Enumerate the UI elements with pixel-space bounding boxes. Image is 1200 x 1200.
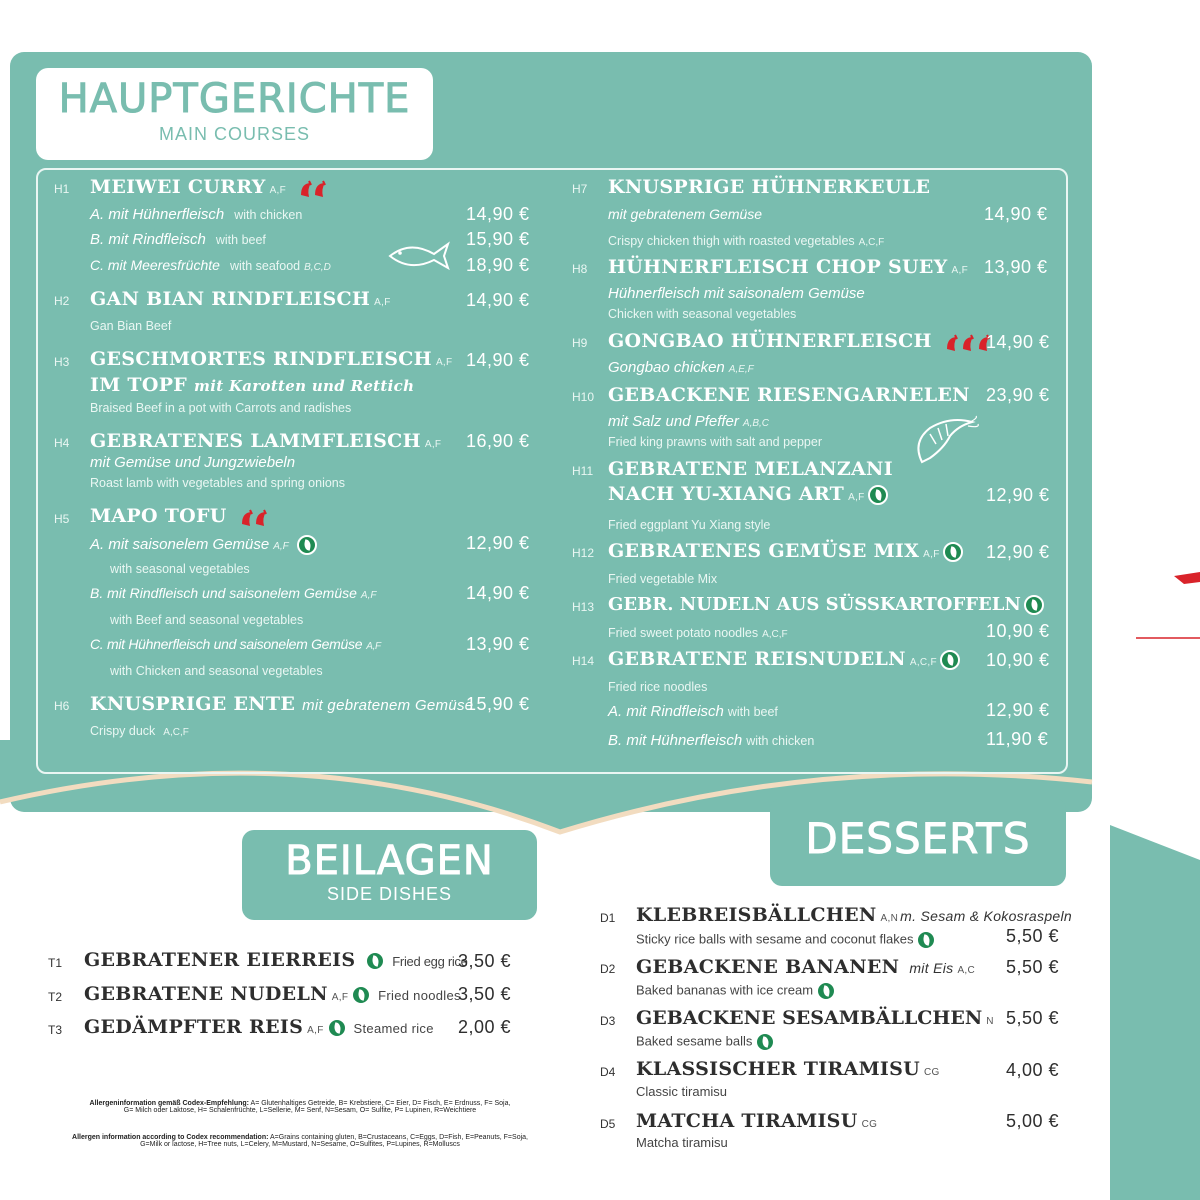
main-courses-subtitle: MAIN COURSES (158, 124, 311, 144)
dish-english: Fried king prawns with salt and pepper (608, 435, 823, 449)
dish-english: Fried sweet potato noodles A,C,F (608, 626, 788, 640)
dish-name: KLASSISCHER TIRAMISU CG (636, 1058, 940, 1080)
dish-english: Classic tiramisu (636, 1084, 728, 1099)
dish-code: H10 (572, 390, 595, 404)
dish-price: 15,90 € (466, 229, 530, 249)
vegetarian-leaf-icon (940, 650, 960, 670)
allergen-info-en: Allergen information according to Codex recommendation: A=Grains containing gluten, B=Crustaceans, C=Eggs, D=Fish, E=Peanuts, F=Soja, G=Milk or lactose, H=Tree nuts, L=Celery, M=Mustard, N=Sesame, O=Sulfites, P=Lupines, R=Molluscs (72, 1134, 528, 1148)
dish-code: H14 (572, 654, 595, 668)
dish-code: H9 (572, 336, 588, 350)
dish-english: Gan Bian Beef (90, 319, 172, 333)
dish-english: Crispy duck A,C,F (90, 724, 189, 738)
dish-name: GEBR. NUDELN AUS SÜSSKARTOFFELN (608, 594, 1044, 615)
dish-price: 13,90 € (466, 634, 530, 654)
dish-price: 16,90 € (466, 431, 530, 451)
shrimp-icon (910, 414, 980, 474)
dish-english: with Beef and seasonal vegetables (110, 613, 304, 627)
main-courses-title-box (36, 68, 433, 160)
dish-code: H3 (54, 355, 70, 369)
allergen-info-de: Allergeninformation gemäß Codex-Empfehlung: A= Glutenhaltiges Getreide, B= Krebstiere, C= Eier, D= Fisch, E= Erdnuss, F= Soja, G= Milch oder Laktose, H= Schalenfrüchte, L=Sellerie, M= Senf, N=Sesam, O= Sulfite, P= Lupinen, R=Weichtiere (89, 1100, 511, 1114)
dish-name: GAN BIAN RINDFLEISCH A,F (90, 288, 391, 310)
vegetarian-leaf-icon (916, 930, 936, 950)
dish-price: 5,50 € (1006, 1008, 1060, 1028)
dish-option: A. mit saisonelem Gemüse A,F (90, 535, 317, 555)
dish-english: Fried rice noodles (608, 680, 708, 694)
dish-code: H8 (572, 262, 588, 276)
dish-price: 10,90 € (986, 621, 1050, 641)
dish-price: 5,00 € (1006, 1111, 1060, 1131)
dish-code: H7 (572, 182, 588, 196)
dish-name: GEBRATENE REISNUDELN A,C,F (608, 648, 960, 670)
dish-name: GEBRATENES GEMÜSE MIX A,F (608, 540, 963, 562)
vegetarian-leaf-icon (943, 542, 963, 562)
dish-name: MATCHA TIRAMISU CG (636, 1110, 878, 1132)
dish-price: 3,50 € (458, 951, 512, 971)
vegetarian-leaf-icon (755, 1032, 775, 1052)
fish-icon (386, 238, 452, 274)
dish-price: 12,90 € (986, 485, 1050, 505)
dish-price: 12,90 € (986, 542, 1050, 562)
dish-code: H2 (54, 294, 70, 308)
dish-price: 14,90 € (984, 204, 1048, 224)
dish-name: GEBACKENE RIESENGARNELEN (608, 384, 970, 406)
dish-price: 23,90 € (986, 385, 1050, 405)
dish-name: GEBACKENE SESAMBÄLLCHEN N (636, 1007, 994, 1029)
dish-code: D5 (600, 1117, 616, 1131)
dish-english: Roast lamb with vegetables and spring onions (90, 476, 346, 490)
dish-english: Chicken with seasonal vegetables (608, 307, 797, 321)
dish-code: D4 (600, 1065, 616, 1079)
dish-price: 18,90 € (466, 255, 530, 275)
vegetarian-leaf-icon (868, 485, 888, 505)
dish-subtitle: Hühnerfleisch mit saisonalem Gemüse (608, 285, 865, 302)
dish-price: 5,50 € (1006, 957, 1060, 977)
dish-code: D2 (600, 962, 616, 976)
chili-icon (297, 177, 331, 199)
dish-name: MEIWEI CURRY A,F (90, 176, 331, 199)
dish-price: 5,50 € (1006, 926, 1060, 946)
dish-name: MAPO TOFU (90, 505, 272, 528)
dish-code: T3 (48, 1023, 63, 1037)
dish-price: 11,90 € (986, 729, 1049, 749)
vegetarian-leaf-icon (297, 535, 317, 555)
dish-price: 14,90 € (466, 583, 530, 603)
dish-code: D1 (600, 911, 616, 925)
dish-code: D3 (600, 1014, 616, 1028)
dish-option: C. mit Hühnerfleisch und saisonelem Gemüse A,F (90, 636, 381, 652)
dish-code: H1 (54, 182, 70, 196)
vegetarian-leaf-icon (365, 951, 385, 971)
dish-price: 15,90 € (466, 694, 530, 714)
dish-price: 10,90 € (986, 650, 1050, 670)
dish-code: H13 (572, 600, 595, 614)
dish-english: Matcha tiramisu (636, 1135, 728, 1150)
dish-english: with Chicken and seasonal vegetables (110, 664, 323, 678)
dish-name: GEBRATENES LAMMFLEISCH A,F (90, 430, 442, 452)
dish-code: H12 (572, 546, 595, 560)
dish-price: 12,90 € (466, 533, 530, 553)
dish-price: 14,90 € (466, 204, 530, 224)
vegetarian-leaf-icon (816, 981, 836, 1001)
dish-option: B. mit Rindfleisch und saisonelem Gemüse A,F (90, 585, 377, 601)
dish-name: GONGBAO HÜHNERFLEISCH (608, 330, 995, 353)
dish-code: H5 (54, 512, 70, 526)
dish-english: Fried eggplant Yu Xiang style (608, 518, 771, 532)
dish-name: KLEBREISBÄLLCHEN A,N m. Sesam & Kokosraspeln (636, 904, 1072, 926)
vegetarian-leaf-icon (351, 985, 371, 1005)
dish-subtitle: mit Salz und Pfeffer A,B,C (608, 413, 770, 430)
dish-option: A. mit Hühnerfleisch with chicken (90, 206, 303, 223)
dish-option: A. mit Rindfleisch with beef (608, 703, 778, 720)
dish-english: Baked bananas with ice cream (636, 981, 836, 1001)
dish-name: GEBACKENE BANANEN mit Eis A,C (636, 956, 976, 978)
dish-code: H11 (572, 464, 594, 478)
dish-english: Baked sesame balls (636, 1032, 775, 1052)
dish-code: H6 (54, 699, 70, 713)
dish-price: 3,50 € (458, 984, 512, 1004)
vegetarian-leaf-icon (1024, 595, 1044, 615)
desserts-title: DESSERTS (805, 814, 1031, 863)
vegetarian-leaf-icon (327, 1018, 347, 1038)
dish-english: Sticky rice balls with sesame and coconut flakes (636, 930, 936, 950)
dish-name: GEBRATENE NUDELN A,F Fried noodles (84, 983, 461, 1005)
dish-name: KNUSPRIGE ENTE mit gebratenem Gemüse (90, 693, 474, 715)
desserts-title-box (770, 798, 1066, 886)
dish-english: Braised Beef in a pot with Carrots and radishes (90, 401, 352, 415)
sides-title-box (242, 830, 537, 920)
dish-subtitle: mit gebratenem Gemüse (608, 206, 763, 222)
main-courses-title: HAUPTGERICHTE (58, 76, 411, 122)
dish-price: 13,90 € (984, 257, 1048, 277)
dish-name: GEBRATENE MELANZANI (608, 458, 893, 480)
dish-name-line2: IM TOPF mit Karotten und Rettich (90, 374, 415, 396)
sides-subtitle: SIDE DISHES (326, 884, 453, 904)
dish-subtitle: Gongbao chicken A,E,F (608, 359, 754, 376)
dish-name: GEDÄMPFTER REIS A,F Steamed rice (84, 1016, 434, 1038)
dish-name-line2: NACH YU-XIANG ART A,F (608, 483, 888, 505)
dish-price: 4,00 € (1006, 1060, 1060, 1080)
dish-price: 12,90 € (986, 700, 1050, 720)
dish-english: Fried vegetable Mix (608, 572, 718, 586)
dish-option: B. mit Rindfleisch with beef (90, 231, 266, 248)
dish-price: 14,90 € (986, 332, 1050, 352)
sides-title: BEILAGEN (285, 838, 494, 884)
dish-name: KNUSPRIGE HÜHNERKEULE (608, 176, 931, 198)
dish-subtitle: mit Gemüse und Jungzwiebeln (90, 454, 296, 471)
dish-name: GEBRATENER EIERREIS Fried egg rice (84, 949, 468, 971)
dish-option: B. mit Hühnerfleisch with chicken (608, 732, 815, 749)
dish-code: T1 (48, 956, 63, 970)
chili-icon (238, 506, 272, 528)
dish-name: HÜHNERFLEISCH CHOP SUEY A,F (608, 256, 968, 278)
dish-english: with seasonal vegetables (110, 562, 250, 576)
dish-code: H4 (54, 436, 70, 450)
dish-price: 14,90 € (466, 290, 530, 310)
dish-price: 2,00 € (458, 1017, 512, 1037)
dish-price: 14,90 € (466, 350, 530, 370)
red-decor-mark (1134, 568, 1200, 640)
dish-code: T2 (48, 990, 63, 1004)
dish-english: Crispy chicken thigh with roasted vegetables A,C,F (608, 234, 885, 248)
dish-name: GESCHMORTES RINDFLEISCH A,F (90, 348, 453, 370)
dish-option: C. mit Meeresfrüchte with seafood B,C,D (90, 257, 331, 273)
